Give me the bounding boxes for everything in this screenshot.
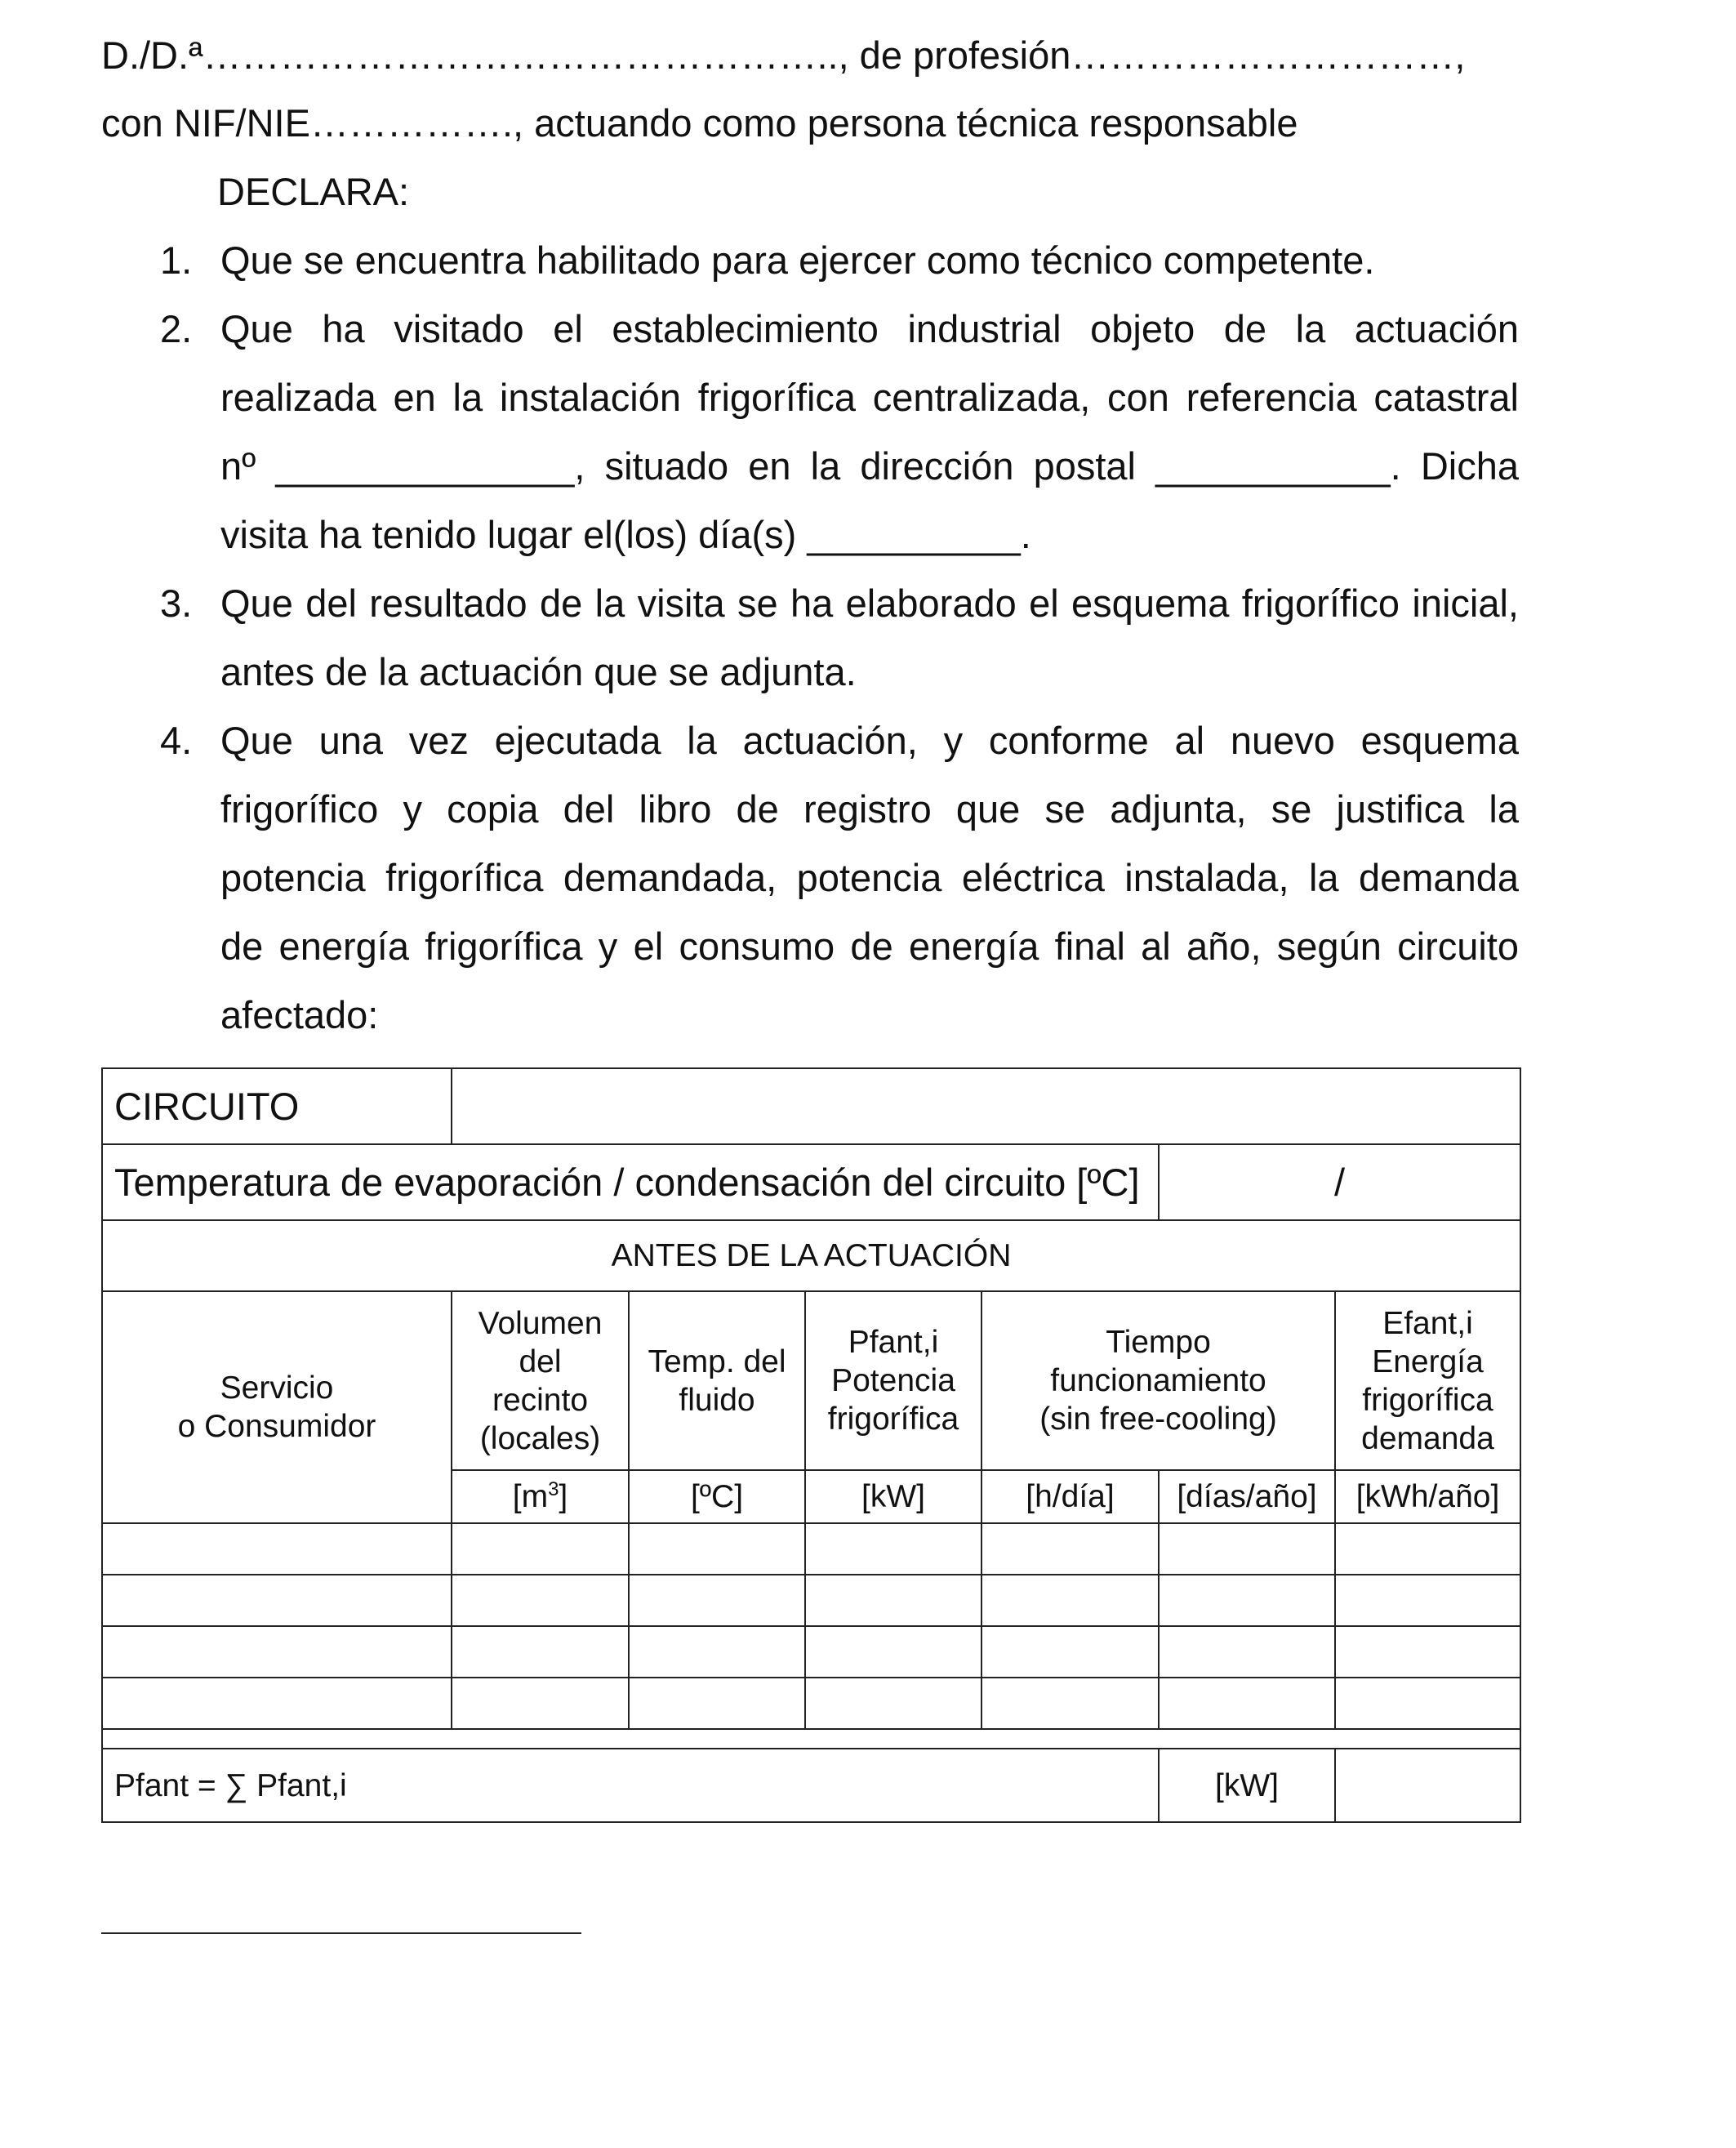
table-cell[interactable] (1159, 1678, 1335, 1729)
col-header-servicio (102, 1291, 452, 1523)
table-cell[interactable] (982, 1626, 1159, 1678)
unit-volume (452, 1470, 629, 1523)
table-cell[interactable] (452, 1523, 629, 1575)
table-cell[interactable] (452, 1575, 629, 1626)
table-cell[interactable] (982, 1678, 1159, 1729)
unit-volume-exponent: 3 (548, 1478, 559, 1500)
col-header-pfant-line-1: Pfant,i (848, 1325, 939, 1360)
col-header-efant-line-2: Energía (1372, 1344, 1484, 1379)
table-cell[interactable] (629, 1575, 805, 1626)
circuit-table (101, 1067, 1521, 1823)
table-cell[interactable] (1335, 1678, 1520, 1729)
item-3-line-1: Que del resultado de la visita se ha elaborado el esquema frigorífico inicial, (220, 582, 1519, 625)
name-profession-line: D./D.ª………………………………………….., de profesión…………………………, (101, 33, 1466, 77)
unit-temperature: [ºC] (629, 1470, 805, 1523)
item-2-line-1: Que ha visitado el establecimiento industrial objeto de la actuación (220, 307, 1519, 350)
unit-volume-base: [m (512, 1479, 549, 1514)
table-cell[interactable] (629, 1678, 805, 1729)
table-cell[interactable] (805, 1626, 982, 1678)
table-cell[interactable] (1335, 1626, 1520, 1678)
col-header-volumen-line-3: recinto (492, 1382, 589, 1418)
section-title-antes: ANTES DE LA ACTUACIÓN (102, 1220, 1520, 1291)
table-cell[interactable] (102, 1678, 452, 1729)
item-1-text: Que se encuentra habilitado para ejercer como técnico competente. (220, 238, 1375, 282)
col-header-efant-line-3: frigorífica (1362, 1382, 1493, 1418)
unit-volume-end: ] (559, 1479, 568, 1514)
table-cell[interactable] (805, 1523, 982, 1575)
item-number-3: 3. (160, 582, 193, 625)
col-header-pfant (805, 1291, 982, 1470)
table-cell[interactable] (1159, 1626, 1335, 1678)
col-header-efant-line-1: Efant,i (1382, 1305, 1473, 1341)
item-2-line-3: nº ______________, situado en la dirección postal ___________. Dicha (220, 444, 1519, 488)
col-header-efant-line-4: demanda (1361, 1420, 1494, 1456)
item-number-2: 2. (160, 307, 193, 350)
table-cell[interactable] (102, 1523, 452, 1575)
col-header-efant (1335, 1291, 1520, 1470)
table-cell[interactable] (1159, 1575, 1335, 1626)
table-cell[interactable] (1335, 1575, 1520, 1626)
table-cell[interactable] (1335, 1523, 1520, 1575)
col-header-pfant-line-3: frigorífica (827, 1402, 959, 1437)
unit-hours-per-day: [h/día] (982, 1470, 1159, 1523)
item-3-line-2: antes de la actuación que se adjunta. (220, 650, 857, 693)
col-header-tiempo-line-3: (sin free-cooling) (1039, 1402, 1277, 1437)
table-cell[interactable] (102, 1575, 452, 1626)
col-header-tiempo (982, 1291, 1335, 1470)
nif-line: con NIF/NIE……………., actuando como persona técnica responsable (101, 101, 1298, 145)
item-4-line-5: afectado: (220, 993, 379, 1036)
table-cell[interactable] (1159, 1523, 1335, 1575)
item-4-line-1: Que una vez ejecutada la actuación, y conforme al nuevo esquema (220, 719, 1519, 762)
temperature-value-field[interactable]: / (1159, 1144, 1520, 1220)
sum-value-field[interactable] (1335, 1749, 1520, 1822)
sum-label: Pfant = ∑ Pfant,i (102, 1749, 1159, 1822)
declara-heading: DECLARA: (217, 170, 410, 213)
table-cell[interactable] (982, 1575, 1159, 1626)
item-number-4: 4. (160, 719, 193, 762)
col-header-temp-line-1: Temp. del (648, 1344, 786, 1379)
unit-days-per-year: [días/año] (1159, 1470, 1335, 1523)
col-header-volumen (452, 1291, 629, 1470)
item-4-line-3: potencia frigorífica demandada, potencia eléctrica instalada, la demanda (220, 856, 1519, 899)
item-2-line-4: visita ha tenido lugar el(los) día(s) __________. (220, 513, 1031, 556)
col-header-volumen-line-4: (locales) (479, 1420, 601, 1456)
table-cell[interactable] (805, 1678, 982, 1729)
col-header-servicio-line-1: Servicio (220, 1370, 334, 1406)
circuito-label: CIRCUITO (102, 1068, 452, 1144)
item-number-1: 1. (160, 238, 193, 282)
table-cell[interactable] (629, 1626, 805, 1678)
table-cell[interactable] (629, 1523, 805, 1575)
unit-power: [kW] (805, 1470, 982, 1523)
table-spacer-row (102, 1729, 1520, 1749)
col-header-volumen-line-2: del (519, 1344, 562, 1379)
col-header-volumen-line-1: Volumen (478, 1305, 603, 1341)
signature-line[interactable] (101, 1932, 581, 1934)
col-header-temp-line-2: fluido (679, 1382, 755, 1418)
item-2-line-2: realizada en la instalación frigorífica centralizada, con referencia catastral (220, 376, 1519, 419)
col-header-tiempo-line-1: Tiempo (1106, 1325, 1211, 1360)
col-header-tiempo-line-2: funcionamiento (1050, 1363, 1266, 1398)
item-4-line-4: de energía frigorífica y el consumo de energía final al año, según circuito (220, 925, 1519, 968)
table-cell[interactable] (805, 1575, 982, 1626)
table-cell[interactable] (982, 1523, 1159, 1575)
unit-energy: [kWh/año] (1335, 1470, 1520, 1523)
temperature-label: Temperatura de evaporación / condensación del circuito [ºC] (102, 1144, 1159, 1220)
col-header-temp-fluido (629, 1291, 805, 1470)
sum-unit: [kW] (1159, 1749, 1335, 1822)
col-header-pfant-line-2: Potencia (831, 1363, 955, 1398)
table-cell[interactable] (452, 1678, 629, 1729)
table-cell[interactable] (102, 1626, 452, 1678)
table-cell[interactable] (452, 1626, 629, 1678)
circuito-value-field[interactable] (452, 1068, 1520, 1144)
item-4-line-2: frigorífico y copia del libro de registro que se adjunta, se justifica la (220, 787, 1519, 831)
col-header-servicio-line-2: o Consumidor (177, 1409, 376, 1444)
